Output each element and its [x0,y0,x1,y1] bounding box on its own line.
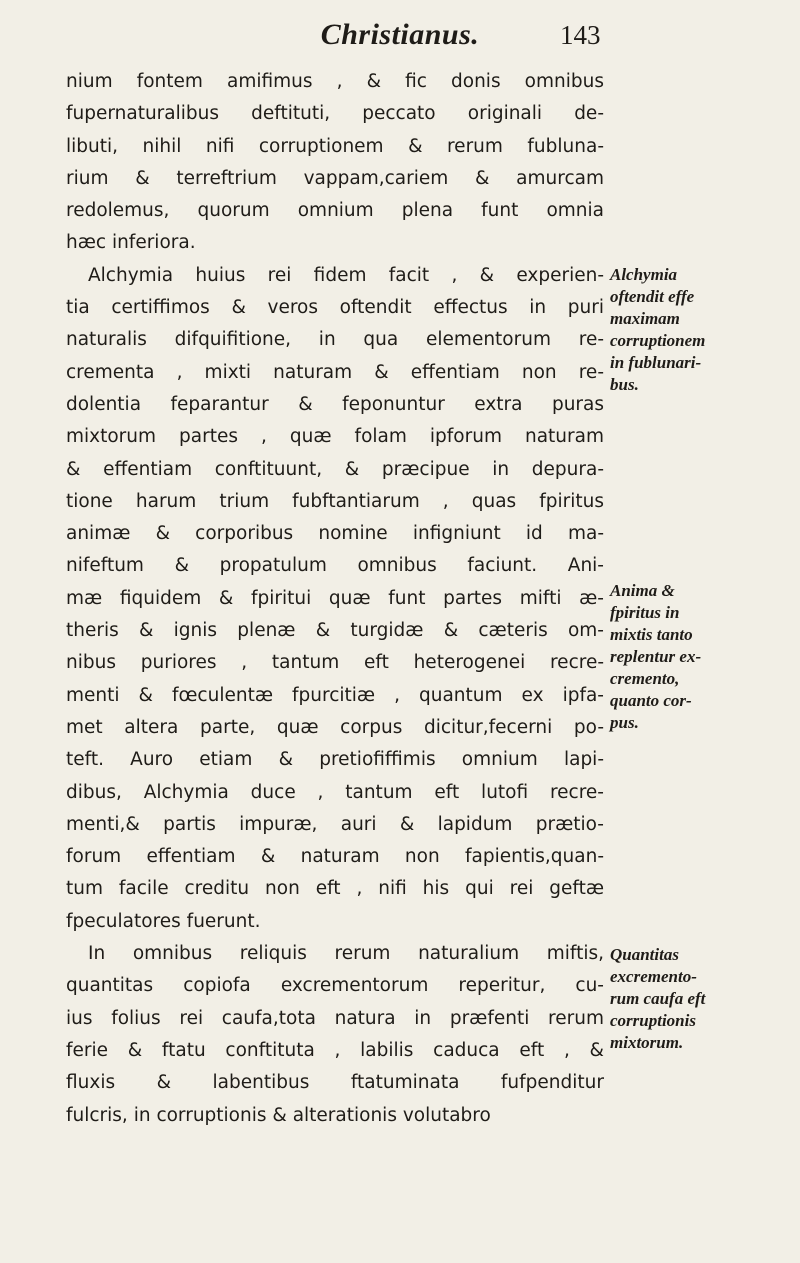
text-line: menti,& partis impuræ, auri & lapidum prætio- [66,813,604,835]
margin-note-line: pus. [610,713,639,732]
text-line: dolentia feparantur & feponuntur extra puras [66,393,604,415]
page-number: 143 [560,20,601,50]
text-line: fupernaturalibus deftituti, peccato originali de- [66,103,604,125]
margin-note-line: bus. [610,375,639,394]
margin-note-line: maximam [610,309,680,328]
text-line: fpeculatores fuerunt. [66,910,261,932]
text-line: theris & ignis plenæ & turgidæ & cæteris om- [66,620,604,642]
text-line: fulcris, in corruptionis & alterationis volutabro [66,1104,491,1126]
text-line: crementa , mixti naturam & effentiam non re- [66,361,604,383]
text-line: nibus puriores , tantum eft heterogenei recre- [66,652,604,674]
page-header [0,16,800,60]
margin-note-line: corruptionis [610,1011,696,1030]
margin-note-anima [610,580,795,734]
margin-note-line: corruptionem [610,331,706,350]
text-line: forum effentiam & naturam non fapientis,quan- [66,846,604,868]
text-line: nium fontem amifimus , & fic donis omnibus [66,71,604,92]
text-line: rium & terreftrium vappam,cariem & amurcam [66,167,604,189]
text-line: ferie & ftatu conftituta , labilis caduca eft , & [66,1039,604,1061]
margin-note-line: fpiritus in [610,603,680,622]
text-line: hæc inferiora. [66,232,196,254]
text-line: Alchymia huius rei fidem facit , & experien- [88,264,604,286]
text-line: fluxis & labentibus ftatuminata fufpenditur [66,1072,604,1094]
margin-note-line: oftendit effe [610,287,695,306]
text-line: quantitas copiofa excrementorum reperitur, cu- [66,975,604,997]
text-line: mixtorum partes , quæ folam ipforum naturam [66,426,604,448]
margin-note-line: Quantitas [610,945,679,964]
text-line: met altera parte, quæ corpus dicitur,fecerni po- [66,716,604,738]
margin-note-line: Alchymia [610,265,678,284]
margin-note-line: quanto cor- [610,691,692,710]
text-line: redolemus, quorum omnium plena funt omnia [66,200,604,222]
margin-note-line: mixtorum. [610,1033,684,1052]
text-line: teft. Auro etiam & pretiofiffimis omnium lapi- [66,749,604,771]
text-line: naturalis difquifitione, in qua elementorum re- [66,329,604,351]
text-line: animæ & corporibus nomine infigniunt id ma- [66,523,604,545]
running-title: Christianus. [320,18,480,51]
text-line: tum facile creditu non eft , nifi his qui rei geftæ [66,878,604,900]
margin-note-line: rum caufa eft [610,989,706,1008]
margin-note-line: excremento- [610,967,697,986]
text-line: nifeftum & propatulum omnibus faciunt. Ani- [66,555,604,577]
margin-note-alchymia [610,264,795,396]
margin-note-line: Anima & [610,581,675,600]
margin-note-quantitas [610,944,795,1054]
text-line: In omnibus reliquis rerum naturalium miftis, [88,943,604,965]
margin-note-line: cremento, [610,669,680,688]
text-line: mæ fiquidem & fpiritui quæ funt partes mifti æ- [66,587,604,609]
margin-note-line: in fublunari- [610,353,702,372]
text-line: dibus, Alchymia duce , tantum eft lutofi recre- [66,781,604,803]
text-line: ius folius rei caufa,tota natura in præfenti rerum [66,1007,604,1029]
margin-note-line: mixtis tanto [610,625,693,644]
text-line: libuti, nihil nifi corruptionem & rerum fubluna- [66,135,604,157]
text-line: menti & fœculentæ fpurcitiæ , quantum ex ipfa- [66,684,604,706]
text-line: tione harum trium fubftantiarum , quas fpiritus [66,490,604,512]
text-line: & effentiam conftituunt, & præcipue in depura- [66,458,604,480]
text-line: tia certiffimos & veros oftendit effectus in puri [66,297,604,319]
margin-note-line: replentur ex- [610,647,702,666]
main-text-block [66,66,604,1132]
